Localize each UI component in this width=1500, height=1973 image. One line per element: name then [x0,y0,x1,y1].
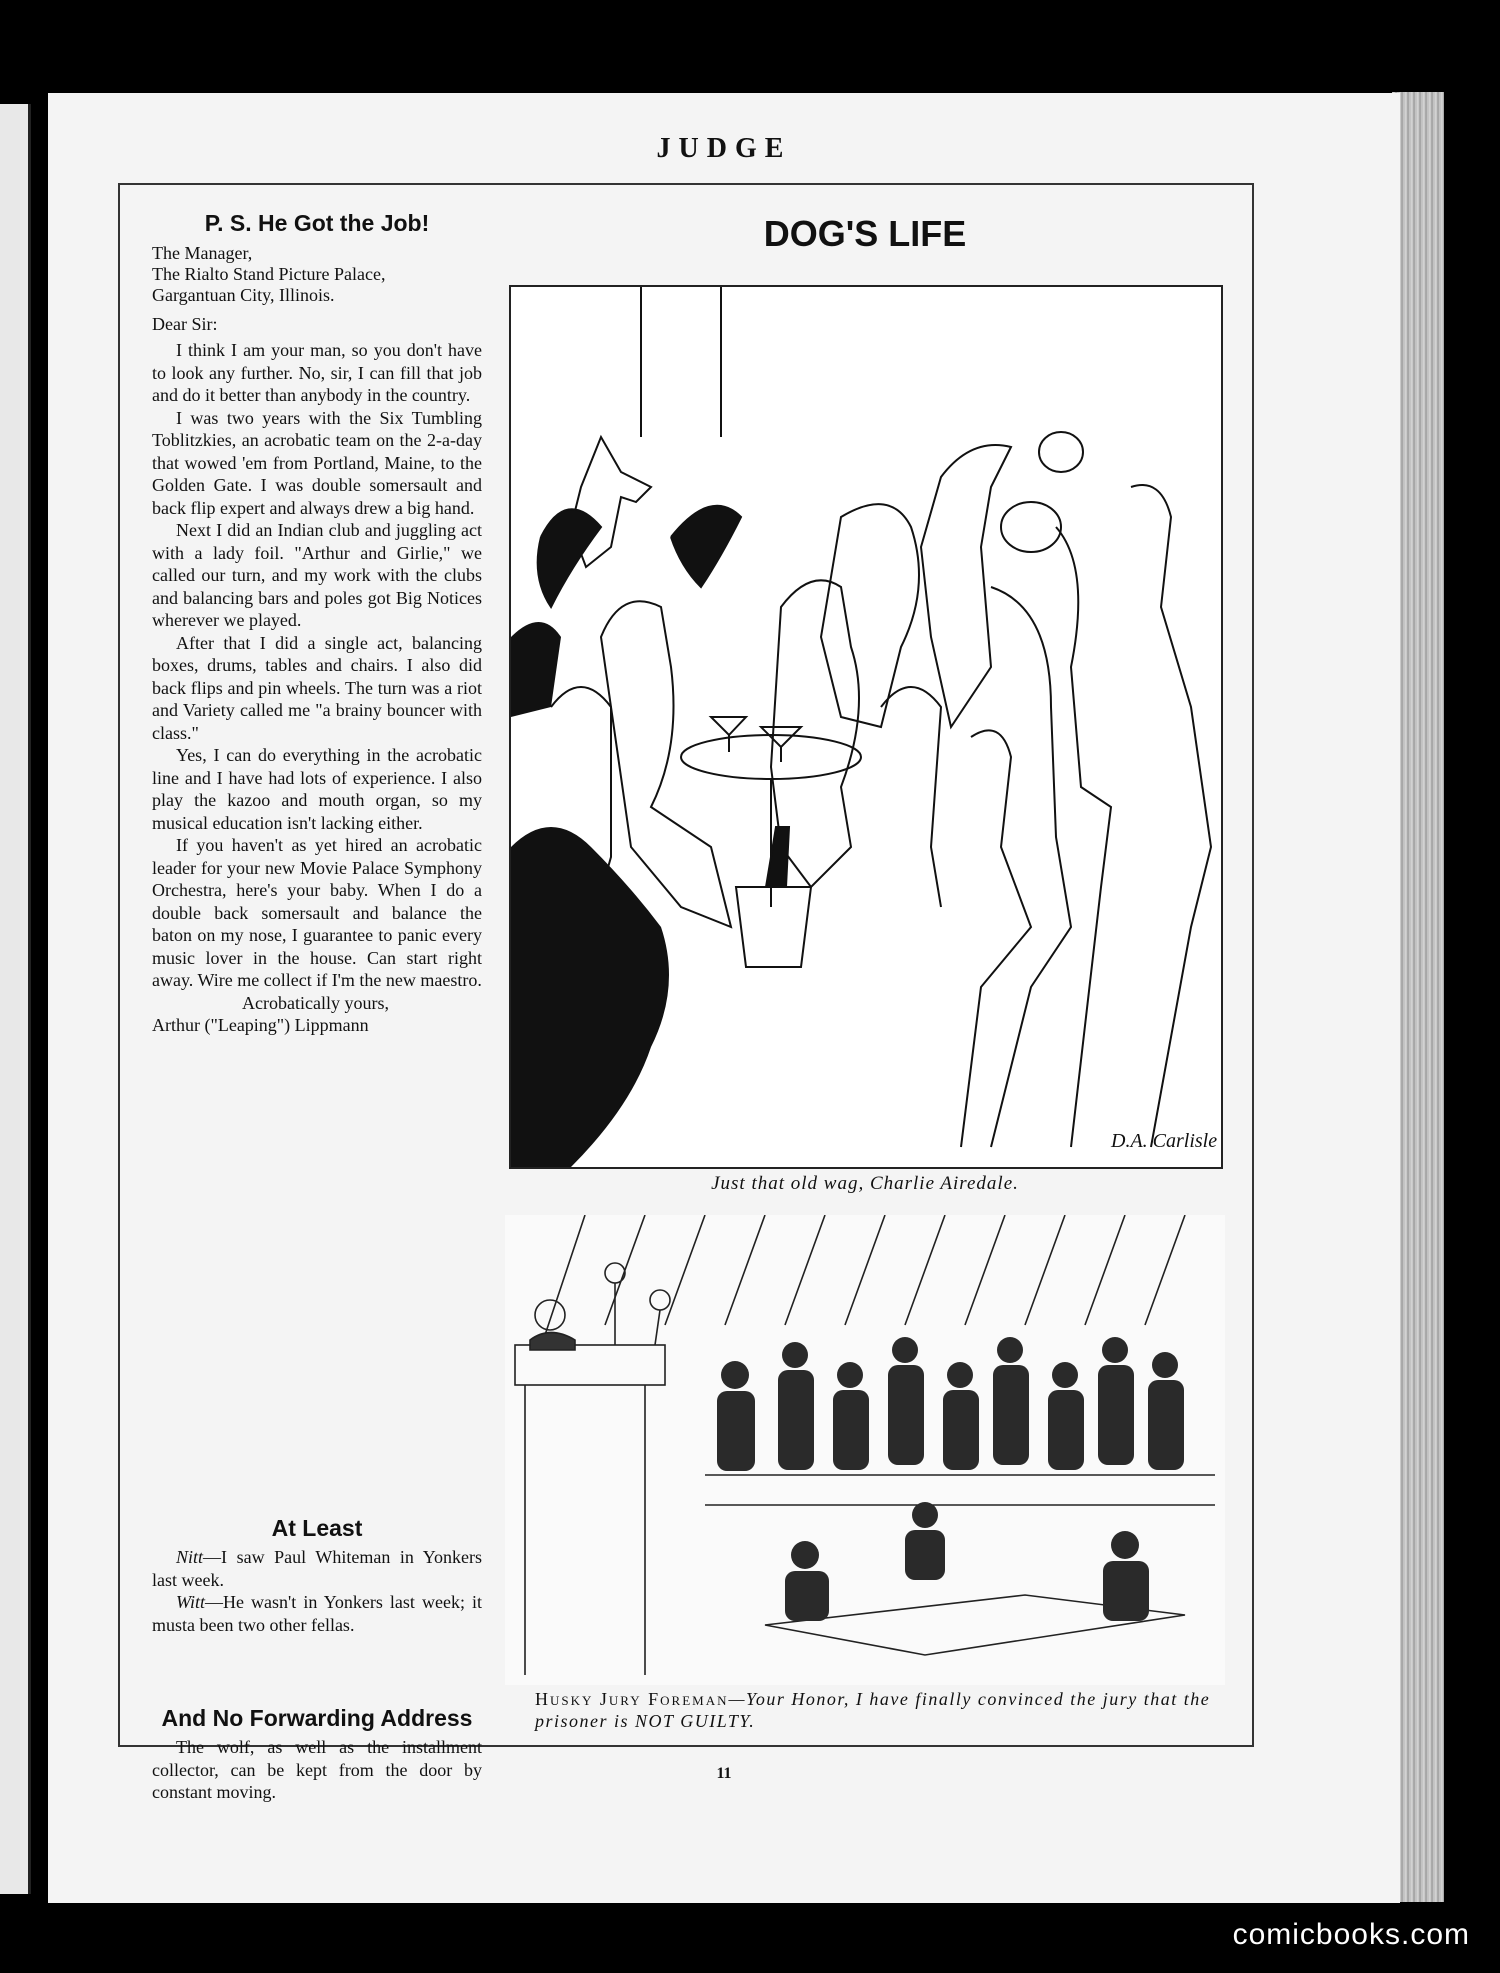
facing-page-edge [0,104,31,1894]
dogs-party-drawing [511,287,1221,1167]
cartoon1-caption: Just that old wag, Charlie Airedale. [711,1173,1019,1194]
article1-paragraph: Next I did an Indian club and juggling act with a lady foil. "Arthur and Girlie," we called our turn, and my work with the clubs and balancing bars and poles got Big Notices wherever we played. [152,520,482,630]
artist-signature: D.A. Carlisle [1111,1130,1218,1152]
article1-paragraph: If you haven't as yet hired an acrobatic leader for your new Movie Palace Symphony Orchestra, here's your baby. When I do a double back somersault and balance the baton on my nose, I guarantee to panic every music lover in the house. Can start right away. Wire me collect if I'm the new maestro. [152,835,482,990]
address-line: The Rialto Stand Picture Palace, [152,264,386,284]
article1-paragraph: I think I am your man, so you don't have to look any further. No, sir, I can fill that job and do it better than anybody in the country. [152,340,482,405]
courtroom-drawing [505,1215,1225,1685]
left-column [152,210,482,1037]
address-line: The Manager, [152,243,253,263]
dialogue-text: —He wasn't in Yonkers last week; it musta been two other fellas. [152,1592,482,1635]
dialogue-line [152,1546,482,1591]
article1-paragraph: Yes, I can do everything in the acrobatic line and I have had lots of experience. I also play the kazoo and mouth organ, so my musical education isn't lacking either. [152,745,482,833]
salutation: Dear Sir: [152,314,218,334]
article3-text: The wolf, as well as the installment collector, can be kept from the door by constant moving. [152,1737,482,1802]
speaker-name: Witt [176,1592,206,1612]
article1-paragraph: I was two years with the Six Tumbling Toblitzkies, an acrobatic team on the 2-a-day that wowed 'em from Portland, Maine, to the Golden Gate. I was double somersault and back flip expert and always drew a big hand. [152,407,482,518]
cartoon2-caption [535,1688,1215,1732]
courtroom-cartoon-illustration [505,1215,1225,1685]
closing: Acrobatically yours, [242,992,389,1013]
address-block [152,243,482,306]
signature: Arthur ("Leaping") Lippmann [152,1015,369,1035]
running-head: JUDGE [656,133,792,164]
address-line: Gargantuan City, Illinois. [152,285,335,305]
article1-title: P. S. He Got the Job! [204,210,430,236]
article2 [152,1515,482,1636]
speaker-name: Nitt [176,1547,204,1567]
page-number: 11 [716,1765,732,1782]
caption-text: —Your Honor, I have finally convinced the jury that the prisoner is NOT GUILTY. [535,1689,1211,1731]
article3 [152,1705,482,1804]
article2-title: At Least [271,1515,363,1541]
dialogue-line [152,1591,482,1636]
caption-speaker: Husky Jury Foreman [535,1689,729,1709]
dogs-cartoon-illustration [509,285,1223,1169]
cartoon-title: DOG'S LIFE [763,213,967,254]
article3-title: And No Forwarding Address [161,1705,473,1731]
site-watermark: comicbooks.com [1232,1918,1470,1951]
article1-paragraph: After that I did a single act, balancing boxes, drums, tables and chairs. I also did back flips and pin wheels. The turn was a riot and Variety called me "a brainy bouncer with class." [152,632,482,743]
dialogue-text: —I saw Paul Whiteman in Yonkers last week. [152,1547,482,1590]
magazine-page [48,93,1400,1903]
